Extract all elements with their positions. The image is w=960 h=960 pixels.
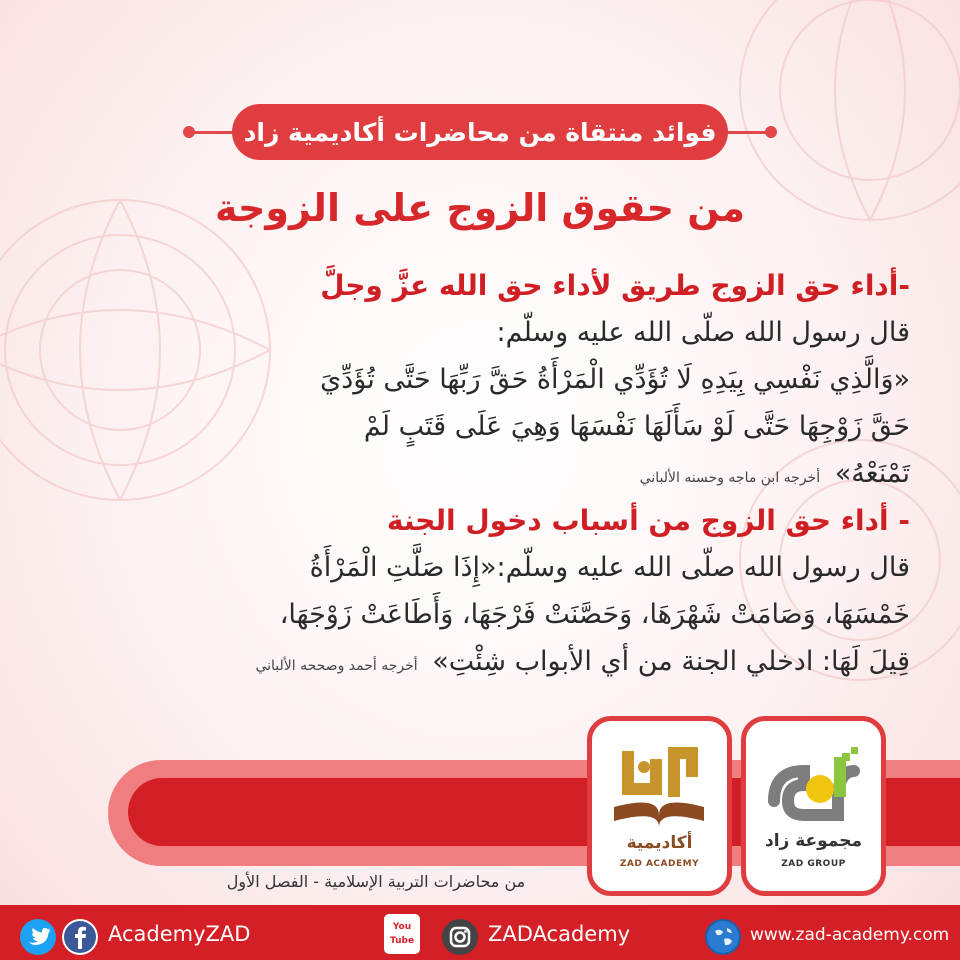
hadith-end: تَمْنَعْهُ»: [834, 458, 910, 489]
group-name: ZAD GROUP: [781, 859, 846, 869]
hadith-line: قال رسول الله صلّى الله عليه وسلّم:«إِذَا صَلَّتِ الْمَرْأَةُ: [309, 552, 910, 583]
hadith-line: «وَالَّذِي نَفْسِي بِيَدِهِ لَا تُؤَدِّي الْمَرْأَةُ حَقَّ رَبِّهَا حَتَّى تُؤَدِّيَ: [320, 364, 910, 395]
youtube-icon[interactable]: [384, 914, 420, 954]
text-line: قال رسول الله صلّى الله عليه وسلّم:: [496, 317, 910, 348]
zad-academy-logo-card[interactable]: [587, 716, 732, 896]
hadith-source: أخرجه أحمد وصححه الألباني: [255, 658, 418, 674]
academy-word: أكاديمية: [626, 833, 693, 853]
hadith-line-with-source: [86, 450, 910, 497]
academy-name: ZAD ACADEMY: [619, 859, 700, 869]
youtube-label: You Tube: [389, 922, 415, 946]
instagram-icon[interactable]: [442, 919, 478, 955]
page-title: من حقوق الزوج على الزوجة: [214, 186, 745, 230]
website-url[interactable]: www.zad-academy.com: [750, 925, 950, 945]
facebook-handle[interactable]: AcademyZAD: [108, 922, 251, 946]
facebook-icon[interactable]: [62, 919, 98, 955]
instagram-handle[interactable]: ZADAcademy: [488, 922, 631, 946]
section-heading-1: -أداء حق الزوج طريق لأداء حق الله عزَّ وجلَّ: [320, 269, 910, 302]
section-heading-2: - أداء حق الزوج من أسباب دخول الجنة: [386, 504, 910, 537]
zad-group-logo-card[interactable]: [741, 716, 886, 896]
hadith-line: حَقَّ زَوْجِهَا حَتَّى لَوْ سَأَلَهَا نَفْسَهَا وَهِيَ عَلَى قَتَبٍ لَمْ: [363, 411, 910, 442]
hadith-end: قِيلَ لَهَا: ادخلي الجنة من أي الأبواب شِئْتِ»: [432, 646, 910, 677]
header-banner: فوائد منتقاة من محاضرات أكاديمية زاد: [232, 104, 728, 160]
main-content: [86, 262, 910, 685]
lecture-source: من محاضرات التربية الإسلامية - الفصل الأول: [226, 872, 526, 891]
hadith-line-with-source: [86, 638, 910, 685]
banner-line-right: [722, 131, 768, 134]
hadith-line: خَمْسَهَا، وَصَامَتْ شَهْرَهَا، وَحَصَّنَتْ فَرْجَهَا، وَأَطَاعَتْ زَوْجَهَا،: [279, 599, 910, 630]
hadith-source: أخرجه ابن ماجه وحسنه الألباني: [639, 470, 821, 486]
globe-icon[interactable]: [705, 919, 741, 955]
zad-group-logo-icon: [746, 731, 881, 831]
banner-dot-right: [765, 126, 777, 138]
zad-academy-logo-icon: [592, 729, 727, 839]
twitter-icon[interactable]: [20, 919, 56, 955]
group-word: مجموعة زاد: [764, 831, 862, 851]
